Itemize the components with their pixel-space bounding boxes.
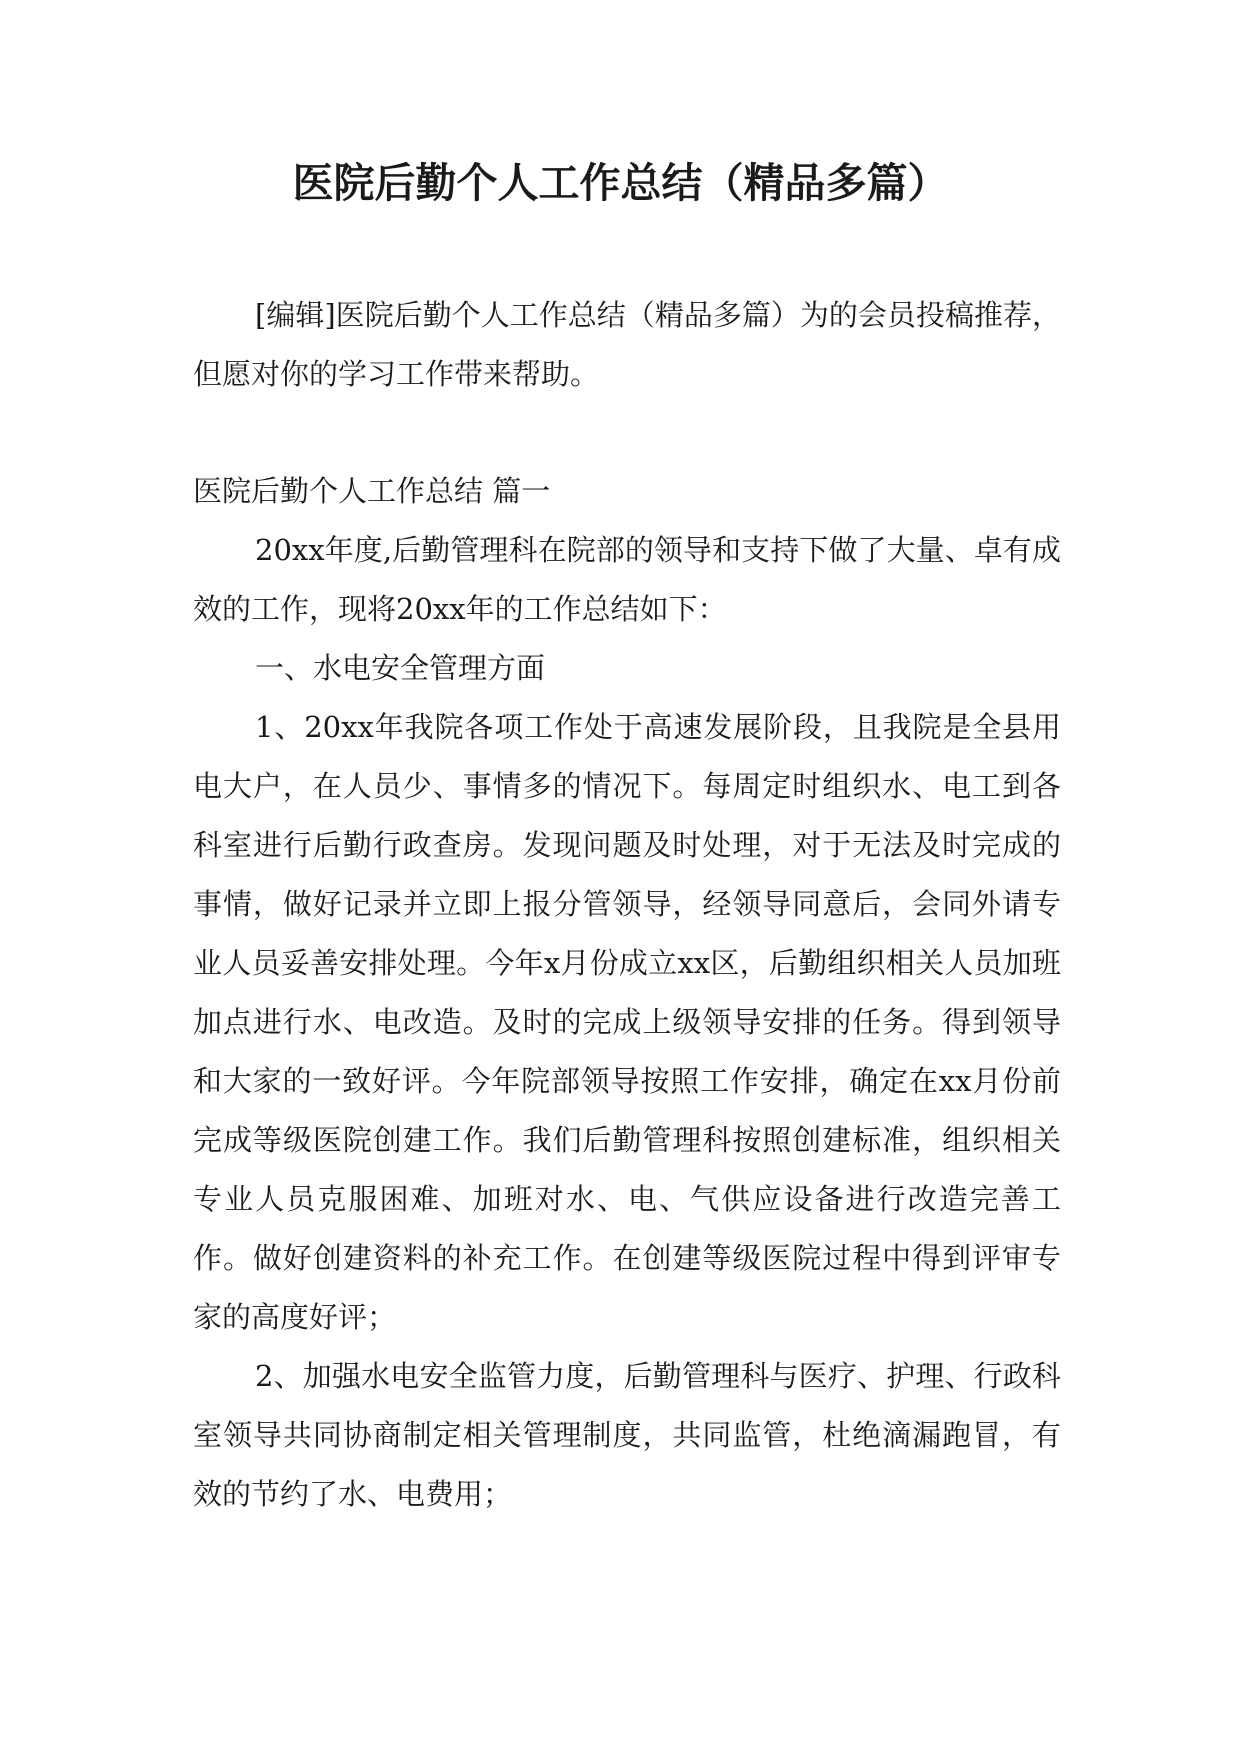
subheading-water-electric: 一、水电安全管理方面	[255, 651, 546, 685]
section-title: 医院后勤个人工作总结 篇一	[193, 474, 551, 508]
intro-paragraph: [编辑]医院后勤个人工作总结（精品多篇）为的会员投稿推荐，但愿对你的学习工作带来帮助。	[193, 298, 1061, 391]
paragraph-item-2: 2、加强水电安全监管力度，后勤管理科与医疗、护理、行政科室领导共同协商制定相关管理制度，共同监管，杜绝滴漏跑冒，有效的节约了水、电费用；	[193, 1359, 1061, 1511]
document-body	[193, 286, 1061, 1524]
paragraph-1: 20xx年度,后勤管理科在院部的领导和支持下做了大量、卓有成效的工作，现将20xx年的工作总结如下：	[193, 533, 1061, 626]
paragraph-item-1: 1、20xx年我院各项工作处于高速发展阶段，且我院是全县用电大户，在人员少、事情多的情况下。每周定时组织水、电工到各科室进行后勤行政查房。发现问题及时处理，对于无法及时完成的事情，做好记录并立即上报分管领导，经领导同意后，会同外请专业人员妥善安排处理。今年x月份成立xx区，后勤组织相关人员加班加点进行水、电改造。及时的完成上级领导安排的任务。得到领导和大家的一致好评。今年院部领导按照工作安排，确定在xx月份前完成等级医院创建工作。我们后勤管理科按照创建标准，组织相关专业人员克服困难、加班对水、电、气供应设备进行改造完善工作。做好创建资料的补充工作。在创建等级医院过程中得到评审专家的高度好评；	[193, 710, 1061, 1334]
document-title: 医院后勤个人工作总结（精品多篇）	[292, 159, 949, 207]
